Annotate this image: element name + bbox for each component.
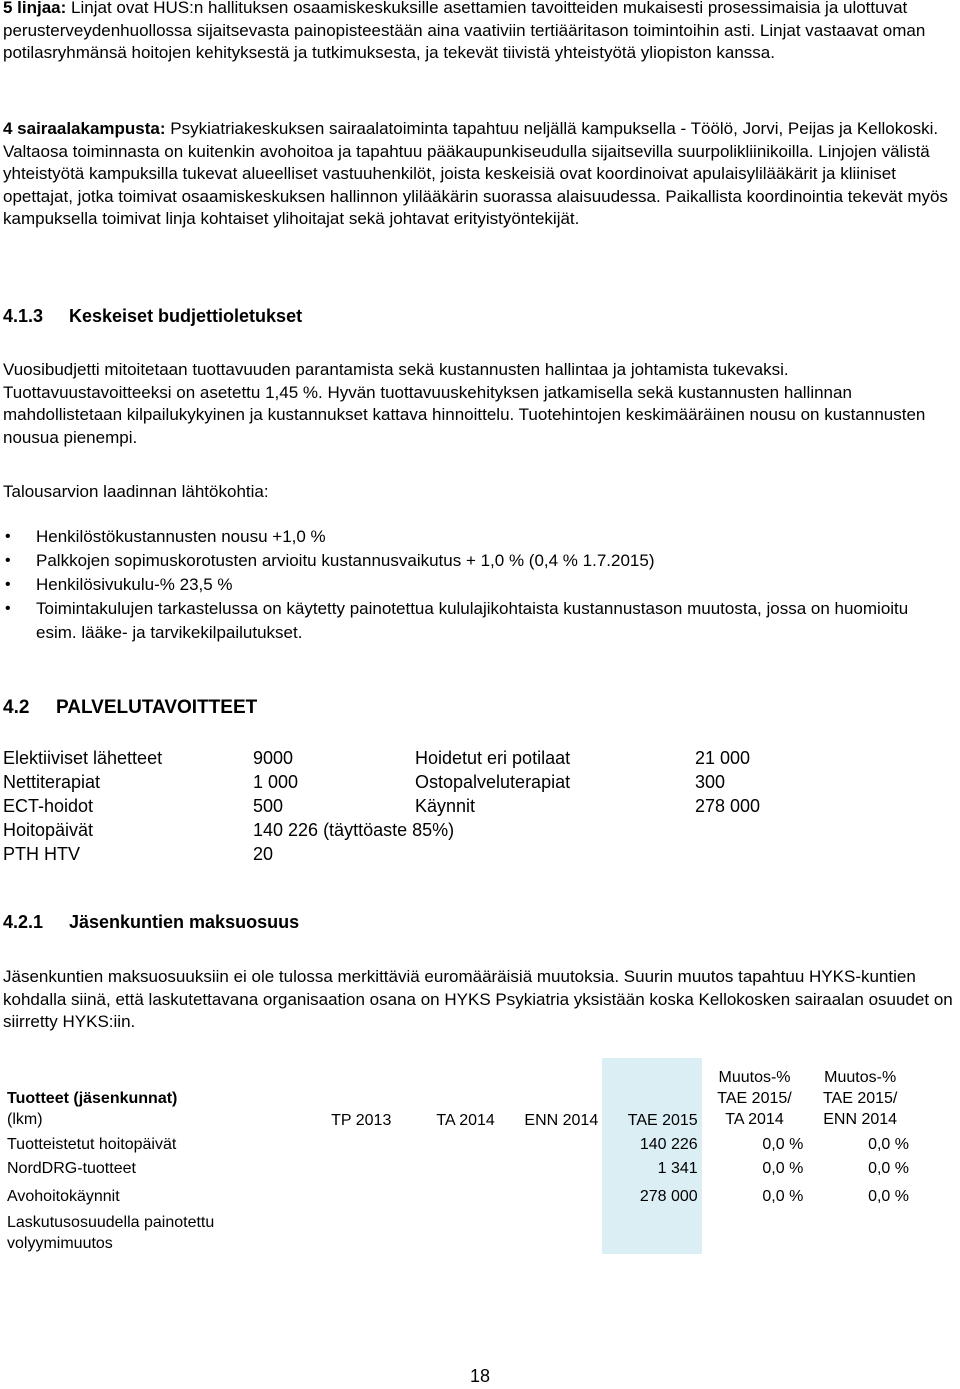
basis-label: Talousarvion laadinnan lähtökohtia: [3, 482, 269, 501]
list-item: • Henkilösivukulu-% 23,5 % [3, 573, 956, 597]
section-title: Keskeiset budjettioletukset [69, 306, 303, 326]
section-number: 4.2 [3, 697, 30, 718]
table-cell: 0,0 % [762, 1188, 804, 1205]
table-cell [395, 1178, 498, 1206]
table-cell [300, 1154, 396, 1178]
table-cell: 0,0 % [868, 1160, 909, 1177]
row-label: Tuotteistetut hoitopäivät [7, 1136, 177, 1153]
table-row [3, 1130, 913, 1154]
column-header: TAE 2015 [602, 1058, 701, 1130]
table-cell [300, 1178, 396, 1206]
budget-assumptions-list [3, 525, 956, 645]
service-row [3, 770, 815, 794]
table-row [3, 1178, 913, 1206]
municipal-share-paragraph: Jäsenkuntien maksuosuuksiin ei ole tulossa merkittäviä euromääräisiä muutoksia. Suurin muutos tapahtuu HYKS-kuntien kohdalla siinä, että laskutettavana organisaation osana on HYKS Psykiatria yksistään koska Kellokosken sairaalan osuudet on siirretty HYKS:iin. [3, 967, 953, 1032]
service-value: 278 000 [695, 796, 761, 816]
table-unit: (lkm) [7, 1111, 43, 1128]
table-cell [395, 1206, 498, 1254]
campus-paragraph [3, 118, 955, 231]
page-number: 18 [469, 1366, 491, 1386]
table-cell [300, 1206, 396, 1254]
table-cell [499, 1178, 602, 1206]
table-cell [395, 1154, 498, 1178]
service-label: Elektiiviset lähetteet [3, 748, 163, 768]
row-label: NordDRG-tuotteet [7, 1160, 136, 1177]
table-cell: 0,0 % [762, 1160, 804, 1177]
table-title-cell [3, 1058, 300, 1130]
budget-paragraph: Vuosibudjetti mitoitetaan tuottavuuden parantamista sekä kustannusten hallintaa ja johtamista tukevaksi. Tuottavuustavoitteeksi on asetettu 1,45 %. Hyvän tuottavuuskehityksen jatkamisella sekä kustannusten hallinnan mahdollistetaan kilpailukykyinen ja kustannukset kattava hinnoittelu. Tuotehintojen keskimääräinen nousu on kustannusten nousua pienempi. [3, 360, 926, 447]
campus-lead: 4 sairaalakampusta: [3, 119, 166, 138]
lines-text: Linjat ovat HUS:n hallituksen osaamiskeskuksille asettamien tavoitteiden mukaisesti prosessimaisia ja ulottuvat perusterveydenhuollossa sijaitsevasta painopisteestään aina vaativiin tertiääritason toimintoihin asti. Linjat vastaavat oman potilasryhmänsä hoitojen kehityksestä ja tutkimuksesta, ja tekevät tiivistä yhteistyötä yliopiston kanssa. [3, 0, 926, 63]
table-cell [807, 1206, 913, 1254]
table-cell [499, 1130, 602, 1154]
table-cell: 0,0 % [868, 1188, 909, 1205]
table-cell: 140 226 [602, 1130, 701, 1154]
table-cell [300, 1130, 396, 1154]
service-value: 21 000 [695, 748, 751, 768]
column-header: TA 2014 [436, 1112, 495, 1129]
table-row [3, 1154, 913, 1178]
service-value: 140 226 (täyttöaste 85%) [253, 820, 455, 840]
section-heading-4-2-1 [3, 912, 299, 933]
service-value: 9000 [253, 748, 294, 768]
table-header-row [3, 1058, 913, 1130]
section-number: 4.2.1 [3, 912, 44, 932]
header-line: TAE 2015/ [717, 1090, 792, 1107]
service-label: Hoidetut eri potilaat [415, 748, 571, 768]
service-row [3, 746, 815, 770]
table-cell: 278 000 [602, 1178, 701, 1206]
header-line: TAE 2015/ [822, 1090, 898, 1107]
table-cell [499, 1154, 602, 1178]
column-header-change-enn [807, 1058, 913, 1130]
service-label: Hoitopäivät [3, 820, 94, 840]
section-number: 4.1.3 [3, 306, 44, 326]
section-title: PALVELUTAVOITTEET [56, 697, 258, 718]
row-label: Laskutusosuudella painotettu volyymimuutos [7, 1214, 215, 1252]
table-title: Tuotteet (jäsenkunnat) [7, 1090, 178, 1107]
service-row [3, 842, 815, 866]
table-cell: 0,0 % [762, 1136, 804, 1153]
header-line: Muutos-% [718, 1069, 791, 1086]
service-value: 20 [253, 844, 274, 864]
header-line: ENN 2014 [823, 1111, 898, 1128]
table-row [3, 1206, 913, 1254]
service-value: 500 [253, 796, 284, 816]
service-value: 1 000 [253, 772, 299, 792]
row-label: Avohoitokäynnit [7, 1188, 120, 1205]
lines-lead: 5 linjaa: [3, 0, 67, 17]
header-line: TA 2014 [725, 1111, 784, 1128]
campus-text: Psykiatriakeskuksen sairaalatoiminta tapahtuu neljällä kampuksella - Töölö, Jorvi, Peijas ja Kellokoski. Valtaosa toiminnasta on kuitenkin avohoitoa ja tapahtuu pääkaupunkiseudulla sijaitsevilla suurpolikliinikoilla. Linjojen välistä yhteistyötä kampuksilla tukevat alueelliset vastuuhenkilöt, joista keskeisiä ovat koordinoivat apulaisylilääkärit ja kliiniset opettajat, jotka toimivat osaamiskeskuksen hallinnon ylilääkärin suorassa alaisuudessa. Paikallista koordinointia tekevät myös kampuksella toimivat linja kohtaiset ylihoitajat sekä johtavat erityistyöntekijät. [3, 119, 948, 229]
table-cell: 1 341 [602, 1154, 701, 1178]
list-item: • Palkkojen sopimuskorotusten arvioitu kustannusvaikutus + 1,0 % (0,4 % 1.7.2015) [3, 549, 956, 573]
products-table [3, 1058, 913, 1254]
header-line: Muutos-% [824, 1069, 897, 1086]
service-label: Ostopalveluterapiat [415, 772, 571, 792]
service-label: ECT-hoidot [3, 796, 94, 816]
service-row [3, 818, 815, 842]
service-row [3, 794, 815, 818]
list-item: • Toimintakulujen tarkastelussa on käytetty painotettua kululajikohtaista kustannustason muutosta, jossa on huomioitu esim. lääke- ja tarvikekilpailutukset. [3, 597, 956, 645]
table-cell [395, 1130, 498, 1154]
intro-paragraph-lines [3, 0, 955, 65]
table-cell [702, 1206, 808, 1254]
column-header: ENN 2014 [524, 1112, 599, 1129]
table-cell [499, 1206, 602, 1254]
section-heading-4-1-3 [3, 306, 302, 327]
list-item: • Henkilöstökustannusten nousu +1,0 % [3, 525, 956, 549]
column-header: TP 2013 [331, 1112, 392, 1129]
service-label: Käynnit [415, 796, 476, 816]
column-header-change-ta [702, 1058, 808, 1130]
table-cell [602, 1206, 701, 1254]
section-heading-4-2 [3, 697, 257, 719]
service-targets [3, 746, 815, 866]
service-label: Nettiterapiat [3, 772, 101, 792]
service-value: 300 [695, 772, 726, 792]
service-label: PTH HTV [3, 844, 81, 864]
section-title: Jäsenkuntien maksuosuus [69, 912, 300, 932]
table-cell: 0,0 % [868, 1136, 909, 1153]
